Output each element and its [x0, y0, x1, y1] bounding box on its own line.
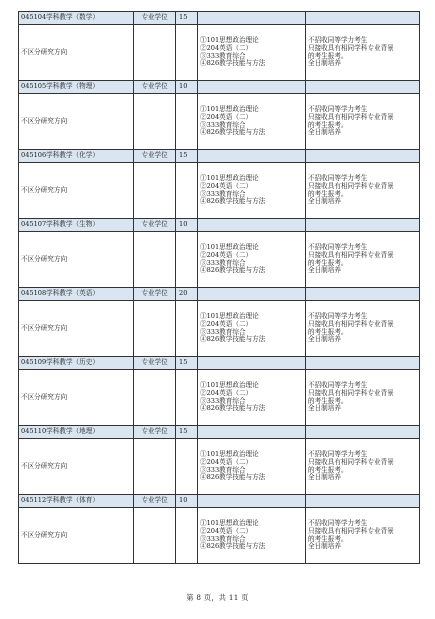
exam-subject: ①101思想政治理论	[200, 174, 259, 183]
detail-quota-cell	[176, 163, 198, 219]
admissions-table	[18, 11, 420, 564]
program-detail-row	[19, 508, 420, 564]
note-line: 全日制培养	[308, 335, 341, 344]
exam-subject: ②204英语（二）	[200, 250, 253, 259]
note-line: 只接收具有相同学科专业背景	[308, 457, 394, 466]
exam-subject: ②204英语（二）	[200, 388, 253, 397]
exam-subjects	[198, 25, 306, 81]
remarks	[306, 163, 420, 219]
research-direction: 不区分研究方向	[19, 370, 134, 426]
program-code-name: 045112学科教学（体育）	[19, 495, 134, 508]
exam-subject: ③333教育综合	[200, 534, 246, 543]
exam-subject: ②204英语（二）	[200, 112, 253, 121]
exam-subject: ②204英语（二）	[200, 181, 253, 190]
note-line: 不招收同等学力考生	[308, 519, 368, 528]
header-notes-cell	[306, 81, 420, 94]
header-notes-cell	[306, 357, 420, 370]
program-detail-row	[19, 25, 420, 81]
detail-degree-cell	[134, 163, 176, 219]
note-line: 不招收同等学力考生	[308, 174, 368, 183]
remarks	[306, 439, 420, 495]
exam-subject: ③333教育综合	[200, 189, 246, 198]
detail-quota-cell	[176, 232, 198, 288]
exam-subjects	[198, 301, 306, 357]
header-notes-cell	[306, 288, 420, 301]
degree-type: 专业学位	[134, 12, 176, 25]
degree-type: 专业学位	[134, 150, 176, 163]
degree-type: 专业学位	[134, 495, 176, 508]
note-line: 全日制培养	[308, 197, 341, 206]
exam-subject: ③333教育综合	[200, 51, 246, 60]
program-header-row	[19, 12, 420, 25]
exam-subject: ④826教学技能与方法	[200, 473, 266, 482]
program-code-name: 045104学科教学（数学）	[19, 12, 134, 25]
program-code-name: 045106学科教学（化学）	[19, 150, 134, 163]
note-line: 全日制培养	[308, 266, 341, 275]
program-header-row	[19, 426, 420, 439]
exam-subject: ①101思想政治理论	[200, 519, 259, 528]
note-line: 不招收同等学力考生	[308, 243, 368, 252]
header-exam-cell	[198, 81, 306, 94]
header-exam-cell	[198, 357, 306, 370]
degree-type: 专业学位	[134, 426, 176, 439]
note-line: 的考生报考。	[308, 189, 348, 198]
degree-type: 专业学位	[134, 288, 176, 301]
exam-subjects	[198, 370, 306, 426]
exam-subject: ④826教学技能与方法	[200, 128, 266, 137]
exam-subject: ①101思想政治理论	[200, 243, 259, 252]
enrollment-quota: 20	[176, 288, 198, 301]
detail-quota-cell	[176, 301, 198, 357]
admissions-table-body	[19, 12, 420, 564]
detail-degree-cell	[134, 508, 176, 564]
exam-subjects	[198, 508, 306, 564]
enrollment-quota: 15	[176, 357, 198, 370]
program-code-name: 045109学科教学（历史）	[19, 357, 134, 370]
exam-subject: ③333教育综合	[200, 465, 246, 474]
header-exam-cell	[198, 495, 306, 508]
exam-subject: ②204英语（二）	[200, 43, 253, 52]
page-number: 第 8 页，共 11 页	[186, 593, 249, 602]
research-direction: 不区分研究方向	[19, 508, 134, 564]
note-line: 全日制培养	[308, 128, 341, 137]
program-code-name: 045110学科教学（地理）	[19, 426, 134, 439]
remarks	[306, 25, 420, 81]
exam-subject: ④826教学技能与方法	[200, 404, 266, 413]
program-header-row	[19, 150, 420, 163]
detail-degree-cell	[134, 301, 176, 357]
exam-subject: ②204英语（二）	[200, 457, 253, 466]
exam-subject: ③333教育综合	[200, 120, 246, 129]
header-exam-cell	[198, 288, 306, 301]
exam-subjects	[198, 232, 306, 288]
exam-subject: ①101思想政治理论	[200, 312, 259, 321]
note-line: 只接收具有相同学科专业背景	[308, 112, 394, 121]
exam-subject: ①101思想政治理论	[200, 450, 259, 459]
header-notes-cell	[306, 219, 420, 232]
research-direction: 不区分研究方向	[19, 94, 134, 150]
remarks	[306, 232, 420, 288]
exam-subject: ④826教学技能与方法	[200, 59, 266, 68]
note-line: 的考生报考。	[308, 534, 348, 543]
program-code-name: 045107学科教学（生物）	[19, 219, 134, 232]
header-exam-cell	[198, 12, 306, 25]
program-header-row	[19, 219, 420, 232]
exam-subject: ①101思想政治理论	[200, 105, 259, 114]
exam-subject: ①101思想政治理论	[200, 36, 259, 45]
program-header-row	[19, 288, 420, 301]
program-detail-row	[19, 94, 420, 150]
enrollment-quota: 10	[176, 219, 198, 232]
exam-subjects	[198, 163, 306, 219]
program-detail-row	[19, 439, 420, 495]
detail-quota-cell	[176, 439, 198, 495]
research-direction: 不区分研究方向	[19, 25, 134, 81]
detail-degree-cell	[134, 25, 176, 81]
detail-degree-cell	[134, 94, 176, 150]
note-line: 只接收具有相同学科专业背景	[308, 526, 394, 535]
detail-quota-cell	[176, 94, 198, 150]
research-direction: 不区分研究方向	[19, 232, 134, 288]
note-line: 不招收同等学力考生	[308, 312, 368, 321]
detail-quota-cell	[176, 25, 198, 81]
note-line: 全日制培养	[308, 404, 341, 413]
exam-subject: ②204英语（二）	[200, 319, 253, 328]
note-line: 不招收同等学力考生	[308, 105, 368, 114]
remarks	[306, 301, 420, 357]
enrollment-quota: 15	[176, 426, 198, 439]
header-notes-cell	[306, 150, 420, 163]
note-line: 全日制培养	[308, 59, 341, 68]
detail-degree-cell	[134, 370, 176, 426]
program-header-row	[19, 357, 420, 370]
note-line: 的考生报考。	[308, 258, 348, 267]
degree-type: 专业学位	[134, 357, 176, 370]
program-header-row	[19, 495, 420, 508]
research-direction: 不区分研究方向	[19, 439, 134, 495]
remarks	[306, 370, 420, 426]
note-line: 不招收同等学力考生	[308, 381, 368, 390]
research-direction: 不区分研究方向	[19, 301, 134, 357]
header-notes-cell	[306, 426, 420, 439]
note-line: 的考生报考。	[308, 396, 348, 405]
enrollment-quota: 15	[176, 12, 198, 25]
note-line: 只接收具有相同学科专业背景	[308, 319, 394, 328]
note-line: 只接收具有相同学科专业背景	[308, 250, 394, 259]
exam-subject: ④826教学技能与方法	[200, 266, 266, 275]
detail-degree-cell	[134, 439, 176, 495]
exam-subject: ③333教育综合	[200, 327, 246, 336]
exam-subject: ③333教育综合	[200, 258, 246, 267]
program-header-row	[19, 81, 420, 94]
exam-subjects	[198, 94, 306, 150]
degree-type: 专业学位	[134, 81, 176, 94]
program-detail-row	[19, 301, 420, 357]
exam-subject: ④826教学技能与方法	[200, 542, 266, 551]
header-notes-cell	[306, 495, 420, 508]
program-code-name: 045108学科教学（英语）	[19, 288, 134, 301]
note-line: 的考生报考。	[308, 327, 348, 336]
header-exam-cell	[198, 426, 306, 439]
note-line: 只接收具有相同学科专业背景	[308, 388, 394, 397]
exam-subject: ④826教学技能与方法	[200, 335, 266, 344]
note-line: 的考生报考。	[308, 51, 348, 60]
note-line: 只接收具有相同学科专业背景	[308, 43, 394, 52]
remarks	[306, 94, 420, 150]
note-line: 只接收具有相同学科专业背景	[308, 181, 394, 190]
program-detail-row	[19, 370, 420, 426]
exam-subject: ①101思想政治理论	[200, 381, 259, 390]
note-line: 不招收同等学力考生	[308, 36, 368, 45]
note-line: 的考生报考。	[308, 120, 348, 129]
note-line: 的考生报考。	[308, 465, 348, 474]
program-detail-row	[19, 232, 420, 288]
exam-subjects	[198, 439, 306, 495]
note-line: 全日制培养	[308, 542, 341, 551]
enrollment-quota: 10	[176, 81, 198, 94]
enrollment-quota: 10	[176, 495, 198, 508]
degree-type: 专业学位	[134, 219, 176, 232]
header-exam-cell	[198, 219, 306, 232]
note-line: 不招收同等学力考生	[308, 450, 368, 459]
exam-subject: ④826教学技能与方法	[200, 197, 266, 206]
header-notes-cell	[306, 12, 420, 25]
detail-quota-cell	[176, 508, 198, 564]
research-direction: 不区分研究方向	[19, 163, 134, 219]
program-code-name: 045105学科教学（物理）	[19, 81, 134, 94]
enrollment-quota: 15	[176, 150, 198, 163]
header-exam-cell	[198, 150, 306, 163]
note-line: 全日制培养	[308, 473, 341, 482]
exam-subject: ②204英语（二）	[200, 526, 253, 535]
program-detail-row	[19, 163, 420, 219]
detail-quota-cell	[176, 370, 198, 426]
remarks	[306, 508, 420, 564]
exam-subject: ③333教育综合	[200, 396, 246, 405]
detail-degree-cell	[134, 232, 176, 288]
